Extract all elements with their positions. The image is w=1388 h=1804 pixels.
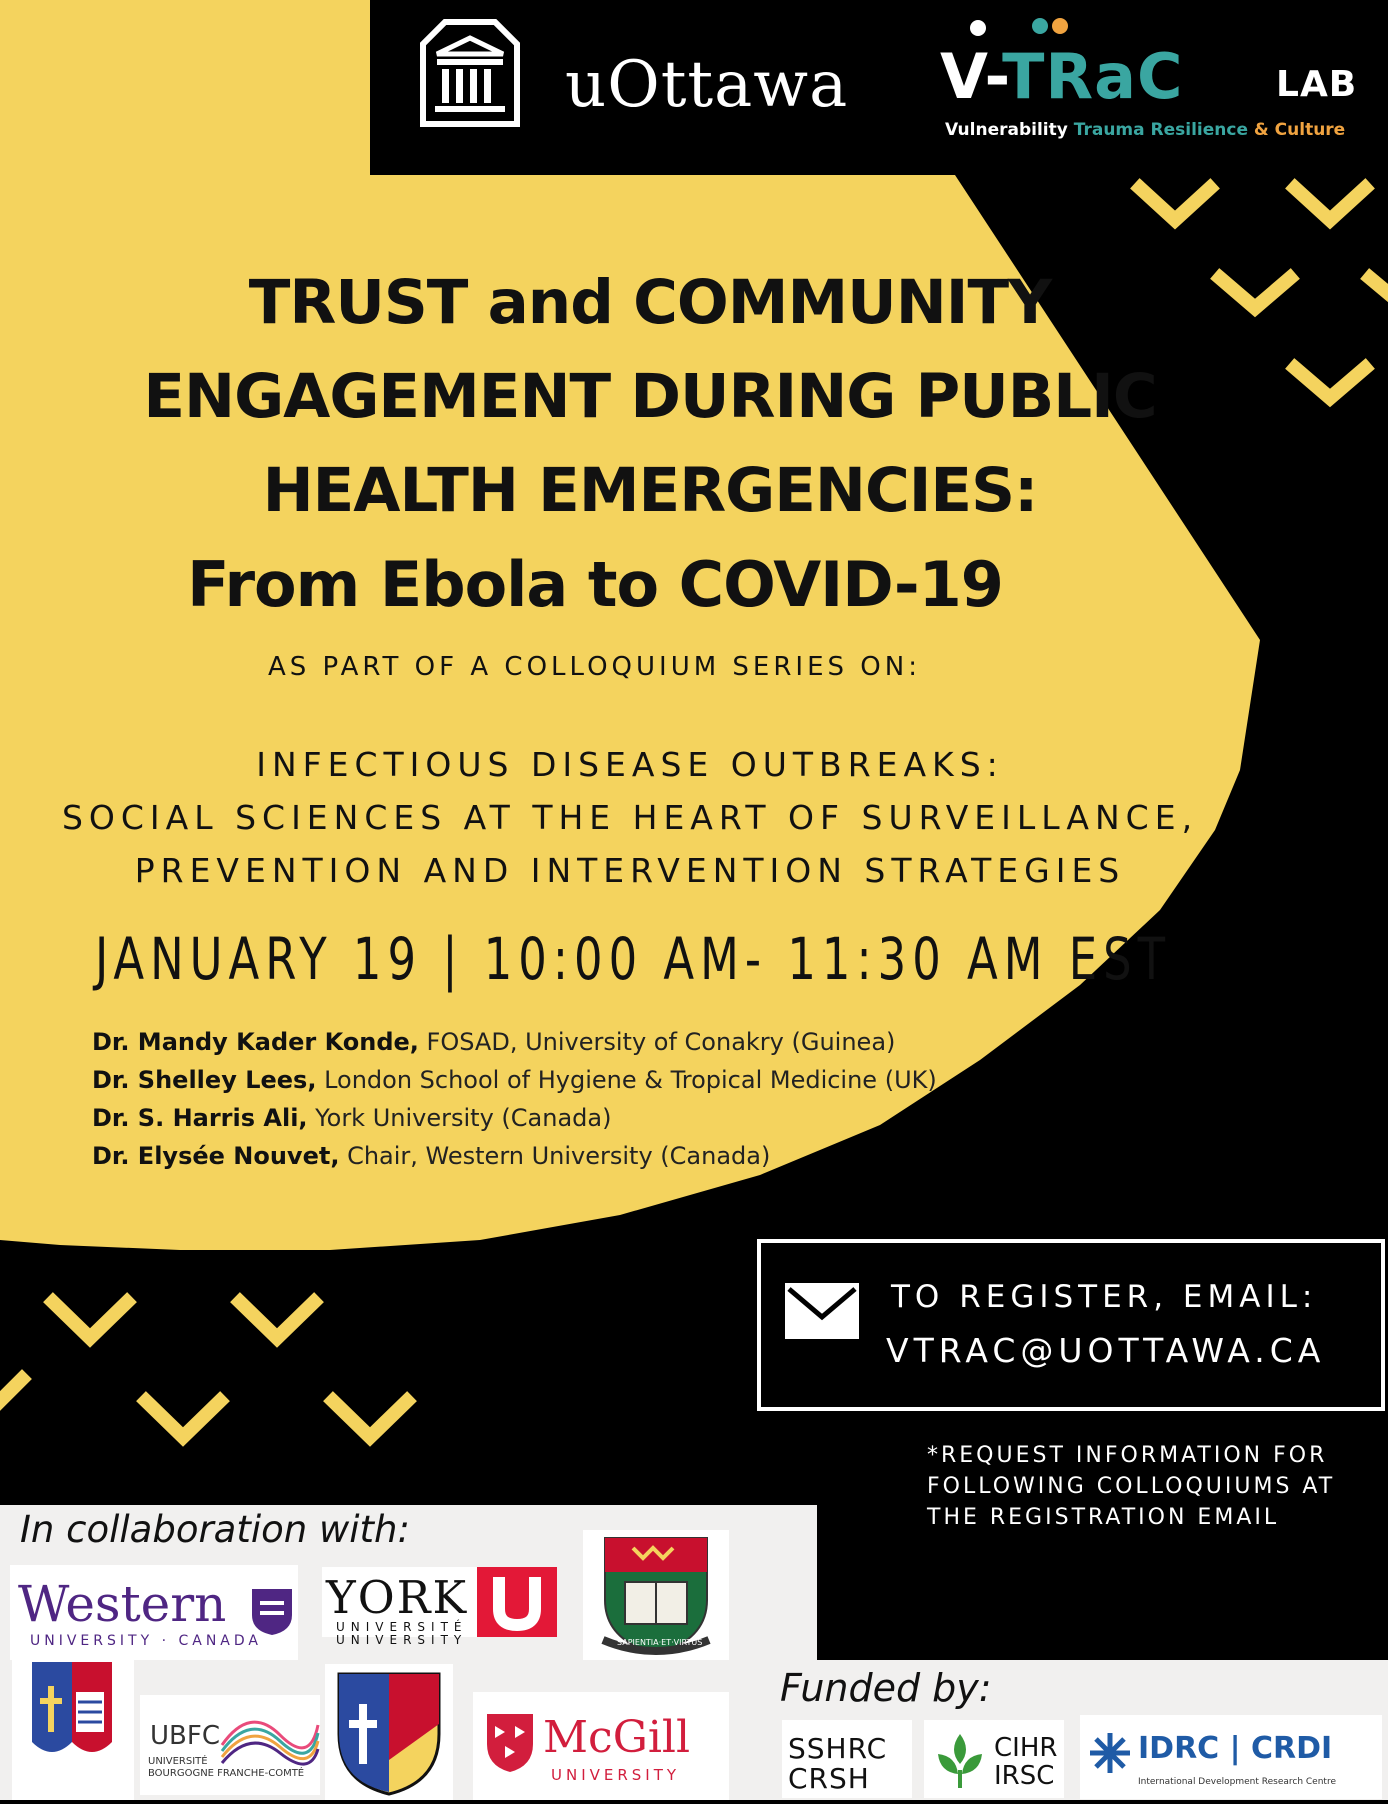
speaker-affiliation: York University (Canada) bbox=[307, 1104, 612, 1132]
cihr-leaf-icon bbox=[930, 1730, 990, 1790]
sshrc-logo: SSHRC CRSH bbox=[782, 1720, 912, 1798]
title-line-4: From Ebola to COVID-19 bbox=[187, 548, 1003, 621]
cihr-logo: CIHR IRSC bbox=[924, 1720, 1064, 1798]
hku-crest-logo bbox=[583, 1530, 729, 1660]
scientia-shield-icon bbox=[325, 1664, 453, 1800]
western-university-logo: Western UNIVERSITY · CANADA bbox=[10, 1565, 298, 1660]
series-label: AS PART OF A COLLOQUIUM SERIES ON: bbox=[268, 652, 921, 682]
scientia-crest-logo bbox=[12, 1652, 134, 1800]
speaker-name: Dr. Shelley Lees, bbox=[92, 1066, 317, 1094]
speaker-item bbox=[92, 1061, 992, 1099]
ubfc-waves-icon bbox=[220, 1705, 320, 1765]
vtrac-tagline: Vulnerability Trauma Resilience & Culture bbox=[945, 120, 1346, 140]
scientia-crest-icon bbox=[12, 1652, 134, 1800]
registration-box[interactable] bbox=[757, 1239, 1385, 1411]
speaker-name: Dr. Mandy Kader Konde, bbox=[92, 1028, 419, 1056]
event-title bbox=[120, 256, 1180, 632]
vtrac-lab-logo bbox=[940, 18, 1380, 148]
speaker-item bbox=[92, 1099, 992, 1137]
western-crest-icon bbox=[250, 1587, 294, 1637]
title-line-2: ENGAGEMENT DURING PUBLIC bbox=[143, 361, 1157, 432]
funding-label: Funded by: bbox=[780, 1666, 992, 1710]
speaker-affiliation: Chair, Western University (Canada) bbox=[339, 1142, 771, 1170]
request-info-note: *REQUEST INFORMATION FOR FOLLOWING COLLOQUIUMS AT THE REGISTRATION EMAIL bbox=[927, 1443, 1336, 1530]
uottawa-logo bbox=[415, 8, 915, 138]
registration-email-link[interactable]: VTRAC@UOTTAWA.CA bbox=[886, 1331, 1326, 1370]
vtrac-people-icon bbox=[960, 12, 1080, 52]
mcgill-crest-icon bbox=[483, 1710, 537, 1774]
series-line-3: PREVENTION AND INTERVENTION STRATEGIES bbox=[134, 851, 1126, 890]
series-line-1: INFECTIOUS DISEASE OUTBREAKS: bbox=[256, 745, 1004, 784]
series-title bbox=[0, 738, 1260, 897]
speaker-list bbox=[92, 1023, 992, 1175]
vtrac-wordmark: V-TRaC bbox=[940, 40, 1184, 113]
mcgill-university-logo: McGill UNIVERSITY bbox=[473, 1692, 729, 1800]
vtrac-lab-text: LAB bbox=[1276, 64, 1358, 105]
envelope-icon bbox=[783, 1281, 861, 1341]
uottawa-building-icon bbox=[415, 14, 525, 129]
speaker-name: Dr. Elysée Nouvet, bbox=[92, 1142, 340, 1170]
hku-motto: SAPIENTIA·ET·VIRTUS bbox=[617, 1638, 703, 1647]
title-line-3: HEALTH EMERGENCIES: bbox=[262, 455, 1038, 526]
idrc-snowflake-icon bbox=[1088, 1731, 1132, 1775]
speaker-item bbox=[92, 1137, 992, 1175]
idrc-logo: IDRC | CRDI International Development Research Centre bbox=[1080, 1715, 1382, 1799]
speaker-name: Dr. S. Harris Ali, bbox=[92, 1104, 308, 1132]
collaboration-label: In collaboration with: bbox=[20, 1508, 410, 1551]
ubfc-logo: UBFC UNIVERSITÉ BOURGOGNE FRANCHE-COMTÉ bbox=[140, 1695, 320, 1795]
series-line-2: SOCIAL SCIENCES AT THE HEART OF SURVEILLANCE, bbox=[61, 798, 1199, 837]
scientia-shield-logo bbox=[325, 1664, 453, 1800]
title-line-1: TRUST and COMMUNITY bbox=[248, 267, 1052, 338]
york-u-icon bbox=[477, 1567, 557, 1637]
event-datetime: JANUARY 19 | 10:00 AM- 11:30 AM EST bbox=[95, 925, 1172, 993]
registration-label: TO REGISTER, EMAIL: bbox=[891, 1279, 1318, 1315]
uottawa-wordmark: uOttawa bbox=[565, 48, 849, 122]
york-university-logo: YORK UNIVERSITÉ UNIVERSITY bbox=[322, 1567, 557, 1637]
speaker-affiliation: London School of Hygiene & Tropical Medicine (UK) bbox=[316, 1066, 937, 1094]
speaker-item bbox=[92, 1023, 992, 1061]
speaker-affiliation: FOSAD, University of Conakry (Guinea) bbox=[418, 1028, 896, 1056]
